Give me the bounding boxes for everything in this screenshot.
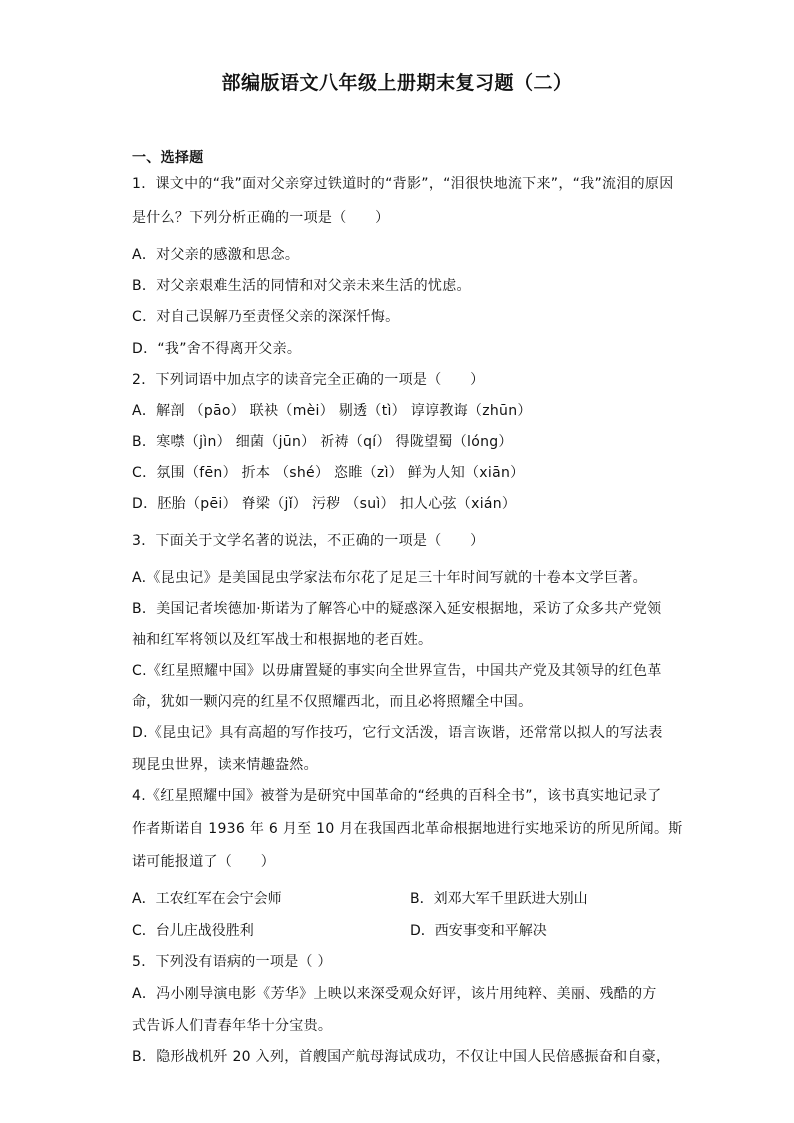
- q4-option-c: C．台儿庄战役胜利: [132, 923, 254, 939]
- q3-option-d-line1: D.《昆虫记》具有高超的写作技巧，它行文活泼，语言诙谐，还常常以拟人的写法表: [132, 725, 663, 741]
- q3-option-b-line2: 袖和红军将领以及红军战士和根据地的老百姓。: [132, 632, 433, 648]
- page-title: 部编版语文八年级上册期末复习题（二）: [221, 72, 573, 94]
- q3-option-b-line1: B．美国记者埃德加·斯诺为了解答心中的疑惑深入延安根据地，采访了众多共产党领: [132, 601, 662, 617]
- q1-stem-line2: 是什么？下列分析正确的一项是（ ）: [132, 210, 390, 226]
- q3-option-a: A.《昆虫记》是美国昆虫学家法布尔花了足足三十年时间写就的十卷本文学巨著。: [132, 570, 647, 586]
- q1-option-d: D．“我”舍不得离开父亲。: [132, 341, 302, 357]
- q2-stem: 2．下列词语中加点字的读音完全正确的一项是（ ）: [132, 372, 485, 388]
- q4-option-a: A．工农红军在会宁会师: [132, 891, 282, 907]
- q4-option-b: B．刘邓大军千里跃进大别山: [410, 891, 588, 907]
- q1-option-a: A．对父亲的感激和思念。: [132, 247, 300, 263]
- q1-option-b: B．对父亲艰难生活的同情和对父亲未来生活的忧虑。: [132, 278, 471, 294]
- q4-stem-line1: 4.《红星照耀中国》被誉为是研究中国革命的“经典的百科全书”，该书真实地记录了: [132, 788, 662, 804]
- q3-option-d-line2: 现昆虫世界，读来情趣盎然。: [132, 757, 318, 773]
- q2-option-b: B．寒噤（jìn） 细菌（jūn） 祈祷（qí） 得陇望蜀（lóng）: [132, 434, 513, 450]
- q1-option-c: C．对自己误解乃至责怪父亲的深深忏悔。: [132, 309, 400, 325]
- q1-stem-line1: 1．课文中的“我”面对父亲穿过铁道时的“背影”，“泪很快地流下来”，“我”流泪的原因: [132, 176, 674, 192]
- section-heading: 一、选择题: [132, 150, 204, 166]
- q4-stem-line3: 诺可能报道了（ ）: [132, 854, 275, 870]
- q5-stem: 5．下列没有语病的一项是（ ）: [132, 954, 332, 970]
- q3-stem: 3．下面关于文学名著的说法，不正确的一项是（ ）: [132, 533, 485, 549]
- q3-option-c-line2: 命，犹如一颗闪亮的红星不仅照耀西北，而且必将照耀全中国。: [132, 694, 533, 710]
- q2-option-a: A．解剖 （pāo） 联袂（mèi） 剔透（tì） 谆谆教诲（zhūn）: [132, 403, 532, 419]
- q2-option-d: D．胚胎（pēi） 脊梁（jǐ） 污秽 （suì） 扣人心弦（xián）: [132, 496, 517, 512]
- q5-option-a-line1: A．冯小刚导演电影《芳华》上映以来深受观众好评，该片用纯粹、美丽、残酷的方: [132, 986, 657, 1002]
- q5-option-b-line1: B．隐形战机歼 20 入列，首艘国产航母海试成功，不仅让中国人民倍感振奋和自豪，: [132, 1049, 671, 1065]
- q3-option-c-line1: C.《红星照耀中国》以毋庸置疑的事实向全世界宣告，中国共产党及其领导的红色革: [132, 663, 662, 679]
- q2-option-c: C．氛围（fēn） 折本 （shé） 恣睢（zì） 鲜为人知（xiān）: [132, 465, 525, 481]
- q4-option-d: D．西安事变和平解决: [410, 923, 547, 939]
- q4-stem-line2: 作者斯诺自 1936 年 6 月至 10 月在我国西北革命根据地进行实地采访的所见所闻。斯: [132, 821, 683, 837]
- q5-option-a-line2: 式告诉人们青春年华十分宝贵。: [132, 1018, 333, 1034]
